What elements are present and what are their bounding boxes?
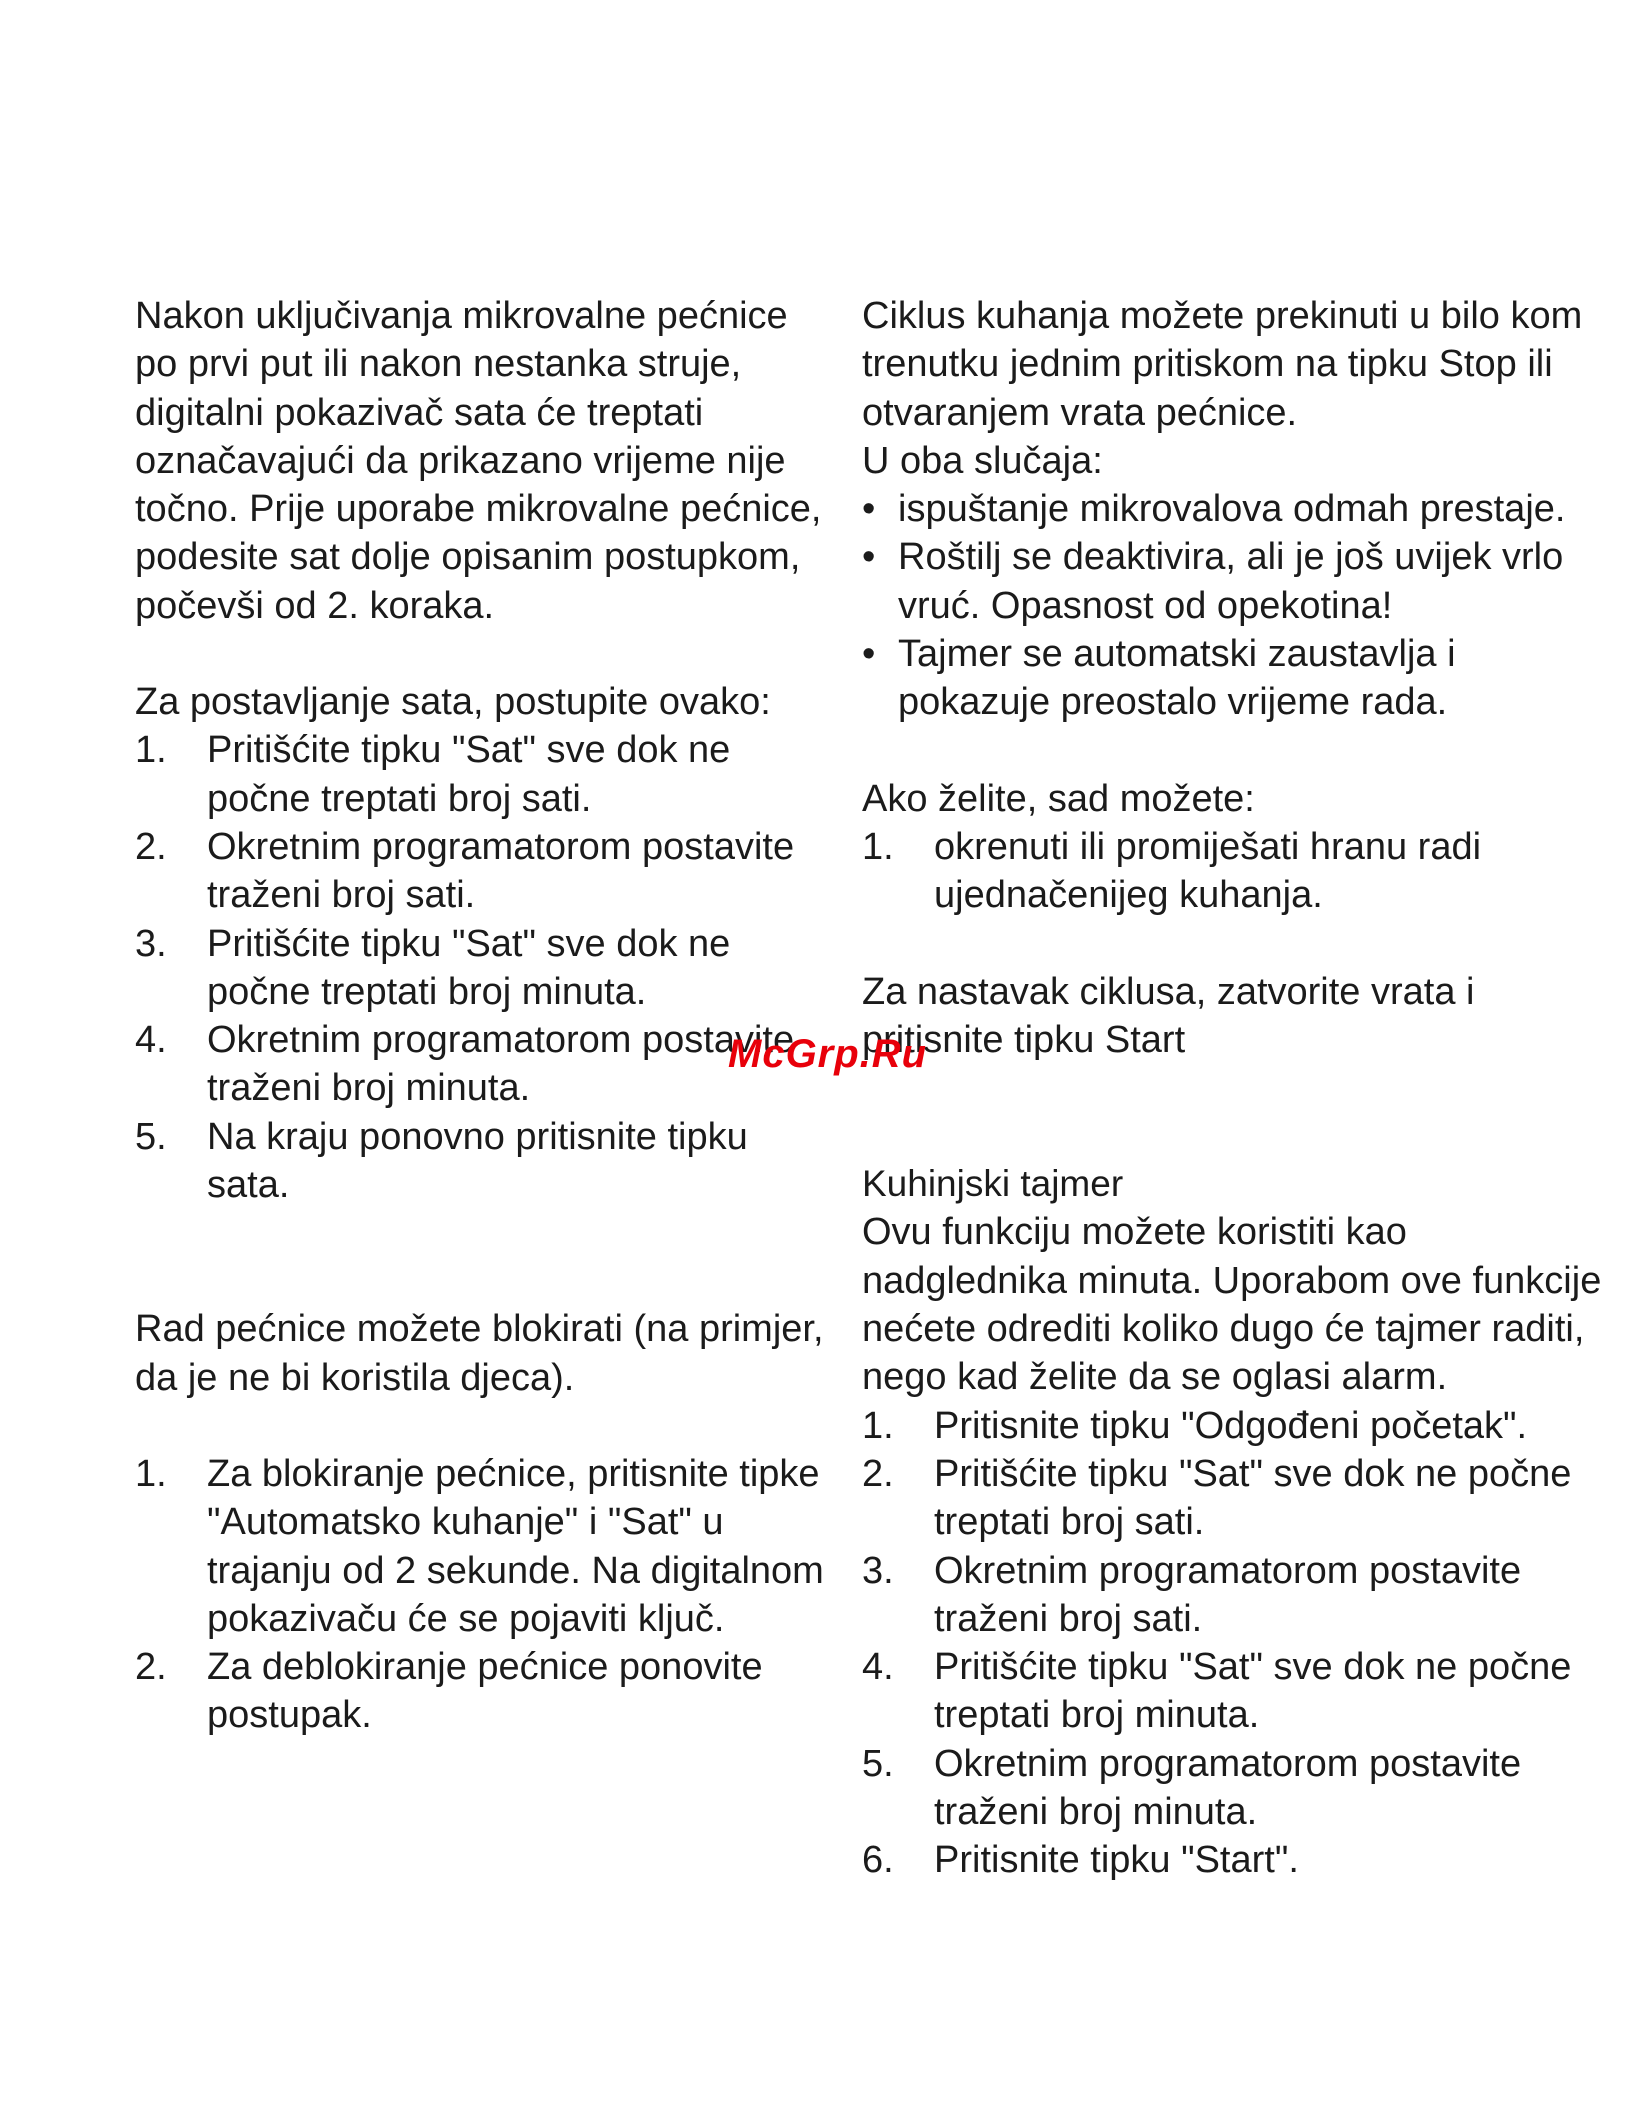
list-item: 4. Okretnim programatorom postavite traženi broj minuta. (135, 1019, 795, 1110)
right-column (862, 292, 1602, 1885)
both-cases-label: U oba slučaja: (862, 439, 1103, 482)
list-item: 5. Na kraju ponovno pritisnite tipku sata. (135, 1115, 748, 1207)
cases-bullet-list (862, 485, 1602, 726)
list-item: 1. Pritišćite tipku "Sat" sve dok ne počne treptati broj sati. (135, 729, 731, 820)
list-item: 3. Pritišćite tipku "Sat" sve dok ne počne treptati broj minuta. (135, 922, 731, 1013)
now-steps-list (862, 823, 1602, 920)
list-item: • Tajmer se automatski zaustavlja i pokazuje preostalo vrijeme rada. (862, 633, 1456, 724)
list-item: 4. Pritišćite tipku "Sat" sve dok ne počne treptati broj minuta. (862, 1646, 1572, 1737)
timer-steps-list (862, 1402, 1602, 1885)
now-title: Ako želite, sad možete: (862, 777, 1255, 820)
list-item: 3. Okretnim programatorom postavite traženi broj sati. (862, 1549, 1522, 1640)
list-item: • ispuštanje mikrovalova odmah prestaje. (862, 488, 1566, 531)
list-item: • Roštilj se deaktivira, ali je još uvijek vrlo vruć. Opasnost od opekotina! (862, 536, 1564, 627)
list-item: 2. Pritišćite tipku "Sat" sve dok ne počne treptati broj sati. (862, 1452, 1572, 1544)
list-item: 1. Za blokiranje pećnice, pritisnite tipke "Automatsko kuhanje" i "Sat" u trajanju od 2 sekunde. Na digitalnom pokazivaču će se pojaviti ključ. (135, 1452, 824, 1640)
list-item: 6. Pritisnite tipku "Start". (862, 1839, 1299, 1882)
list-item: 1. okrenuti ili promiješati hranu radi ujednačenijeg kuhanja. (862, 825, 1482, 917)
lock-intro-paragraph: Rad pećnice možete blokirati (na primjer, da je ne bi koristila djeca). (135, 1308, 824, 1399)
list-item: 5. Okretnim programatorom postavite traženi broj minuta. (862, 1742, 1522, 1834)
clock-setup-title: Za postavljanje sata, postupite ovako: (135, 681, 771, 724)
continue-paragraph: Za nastavak ciklusa, zatvorite vrata i pritisnite tipku Start (862, 970, 1475, 1061)
intro-paragraph: Nakon uključivanja mikrovalne pećnice po prvi put ili nakon nestanka struje, digitalni pokazivač sata će treptati označavajući da prikazano vrijeme nije točno. Prije uporabe mikrovalne pećnice, podesite sat dolje opisanim postupkom, počevši od 2. koraka. (135, 295, 822, 627)
interrupt-paragraph: Ciklus kuhanja možete prekinuti u bilo kom trenutku jednim pritiskom na tipku Stop ili otvaranjem vrata pećnice. (862, 295, 1583, 434)
left-column (135, 292, 835, 1740)
kitchen-timer-heading: Kuhinjski tajmer (862, 1163, 1124, 1205)
list-item: 2. Za deblokiranje pećnice ponovite postupak. (135, 1646, 763, 1737)
timer-intro-paragraph: Ovu funkciju možete koristiti kao nadglednika minuta. Uporabom ove funkcije nećete odrediti koliko dugo će tajmer raditi, nego kad želite da se oglasi alarm. (862, 1211, 1602, 1399)
clock-steps-list (135, 726, 835, 1209)
watermark-text: McGrp.Ru (728, 1032, 928, 1076)
list-item: 1. Pritisnite tipku "Odgođeni početak". (862, 1404, 1528, 1447)
lock-steps-list (135, 1450, 835, 1740)
list-item: 2. Okretnim programatorom postavite traženi broj sati. (135, 825, 795, 917)
